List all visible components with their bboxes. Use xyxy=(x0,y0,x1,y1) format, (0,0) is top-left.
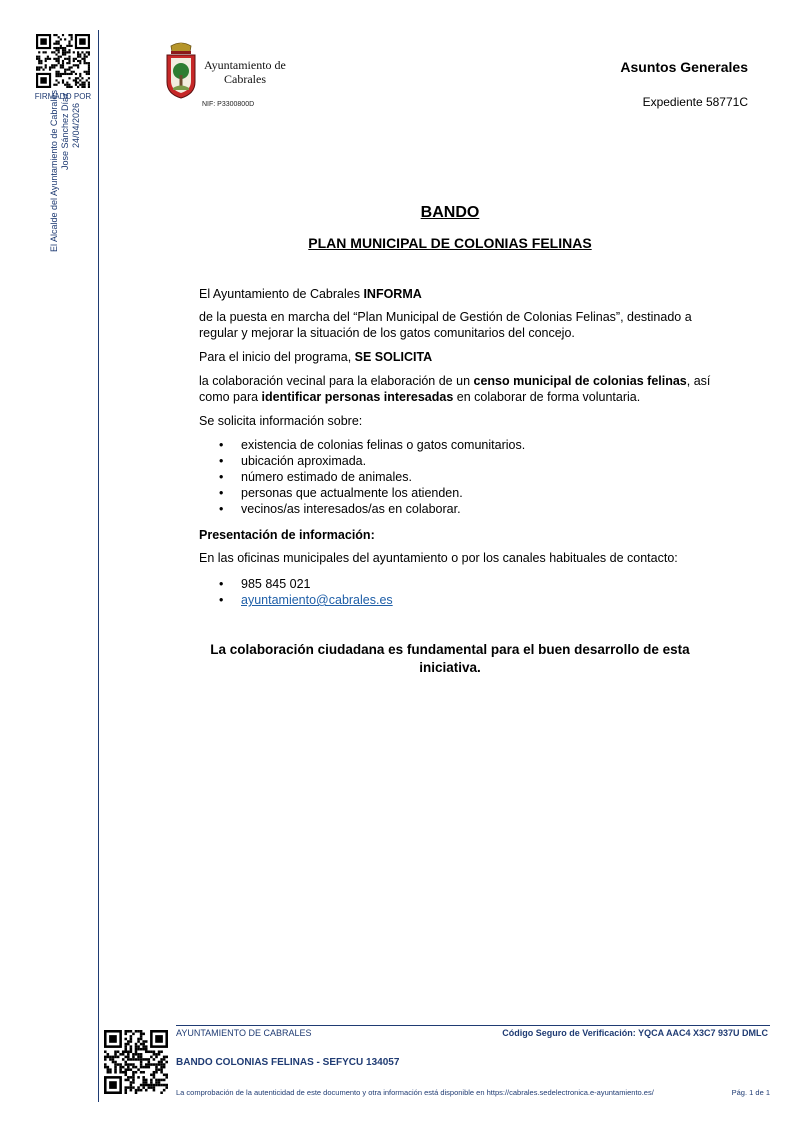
left-margin-rule xyxy=(98,30,99,1102)
footer-qr-code xyxy=(104,1030,168,1094)
department-label: Asuntos Generales xyxy=(620,59,748,75)
list-item: • ubicación aproximada. xyxy=(199,453,525,469)
presentacion-text: En las oficinas municipales del ayuntamiento o por los canales habituales de contacto: xyxy=(199,551,678,565)
signature-qr-code xyxy=(36,34,90,88)
paragraph-informa xyxy=(199,286,719,302)
contact-phone: • 985 845 021 xyxy=(199,576,393,592)
informa-bold: INFORMA xyxy=(363,287,422,301)
nif-label: NIF: P3300800D xyxy=(202,101,255,108)
solicita-prefix: Para el inicio del programa, xyxy=(199,350,355,364)
list-item: • personas que actualmente los atienden. xyxy=(199,485,525,501)
paragraph-censo xyxy=(199,373,719,405)
paragraph-plan: de la puesta en marcha del “Plan Municipal de Gestión de Colonias Felinas”, destinado a regular y mejorar la situación de los gatos comunitarios del concejo. xyxy=(199,310,692,340)
closing-statement: La colaboración ciudadana es fundamental para el buen desarrollo de esta iniciativa. xyxy=(210,642,690,675)
paragraph-info-sobre: Se solicita información sobre: xyxy=(199,414,363,428)
document-subtitle: PLAN MUNICIPAL DE COLONIAS FELINAS xyxy=(308,235,592,251)
info-list xyxy=(199,437,525,517)
censo-e: en colaborar de forma voluntaria. xyxy=(453,390,641,404)
footer-bando-ref: BANDO COLONIAS FELINAS - SEFYCU 134057 xyxy=(176,1057,400,1068)
list-item: • número estimado de animales. xyxy=(199,469,525,485)
page-number: Pág. 1 de 1 xyxy=(731,1088,770,1097)
footer-ayuntamiento: AYUNTAMIENTO DE CABRALES xyxy=(176,1028,312,1038)
censo-d: identificar personas interesadas xyxy=(261,390,454,404)
list-item: • existencia de colonias felinas o gatos comunitarios. xyxy=(199,437,525,453)
document-title: BANDO xyxy=(420,204,480,221)
presentacion-heading: Presentación de información: xyxy=(199,528,375,542)
firmado-por-label: FIRMADO POR xyxy=(34,92,92,101)
contact-email-link[interactable]: ayuntamiento@cabrales.es xyxy=(241,593,393,607)
footer-legal-text: La comprobación de la autenticidad de este documento y otra información está disponible en https://cabrales.sedelectronica.e-ayuntamiento.es/ xyxy=(176,1088,654,1097)
footer-rule xyxy=(176,1025,770,1026)
censo-c: , así como para xyxy=(199,374,711,404)
sign-date: 24/04/2026 xyxy=(71,102,81,148)
list-item: • vecinos/as interesados/as en colaborar. xyxy=(199,501,525,517)
paragraph-solicita xyxy=(199,349,719,365)
censo-a: la colaboración vecinal para la elaboración de un xyxy=(199,374,474,388)
contact-email-item xyxy=(199,592,393,608)
solicita-bold: SE SOLICITA xyxy=(354,350,433,364)
ayuntamiento-name-line1: Ayuntamiento de xyxy=(204,58,286,72)
censo-b: censo municipal de colonias felinas xyxy=(473,374,687,388)
ayuntamiento-name-line2: Cabrales xyxy=(224,72,266,86)
footer-csv-code: Código Seguro de Verificación: YQCA AAC4 X3C7 937U DMLC xyxy=(502,1028,768,1038)
signer-name: Jose Sánchez Díaz xyxy=(60,92,70,170)
informa-prefix: El Ayuntamiento de Cabrales xyxy=(199,287,364,301)
expediente-label: Expediente 58771C xyxy=(642,95,748,109)
coat-of-arms-logo xyxy=(164,42,198,105)
contact-list xyxy=(199,576,393,608)
signer-role: El Alcalde del Ayuntamiento de Cabrales xyxy=(49,90,59,252)
ayuntamiento-name xyxy=(204,58,286,86)
